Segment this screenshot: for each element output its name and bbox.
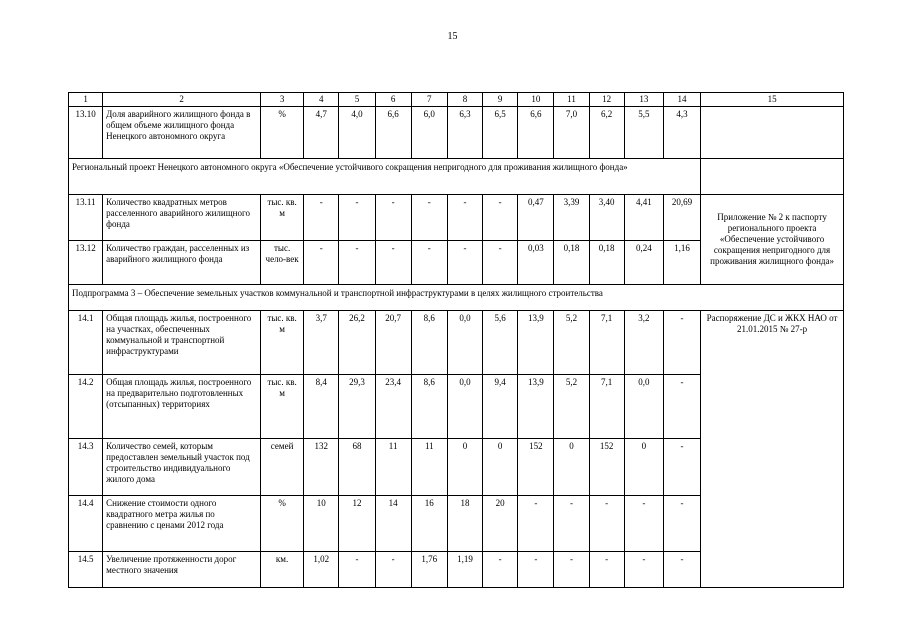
header-cell: 1 xyxy=(69,93,103,107)
table-row xyxy=(69,311,844,375)
value-cell: 8,4 xyxy=(304,375,339,439)
value-cell: 20,69 xyxy=(663,195,700,241)
value-cell: - xyxy=(518,496,554,552)
value-cell: - xyxy=(483,552,518,588)
value-cell: - xyxy=(304,241,339,285)
value-cell: 6,5 xyxy=(483,107,518,159)
unit-cell: тыс. чело-век xyxy=(260,241,303,285)
row-number: 14.5 xyxy=(69,552,103,588)
indicator-name: Количество семей, которым предоставлен земельный участок под строительство индивидуального жилого дома xyxy=(103,439,261,496)
value-cell: 29,3 xyxy=(339,375,375,439)
value-cell: - xyxy=(589,496,624,552)
value-cell: 3,39 xyxy=(554,195,589,241)
section-row xyxy=(69,285,844,311)
header-cell: 8 xyxy=(447,93,482,107)
value-cell: - xyxy=(483,241,518,285)
value-cell: 152 xyxy=(589,439,624,496)
row-number: 14.3 xyxy=(69,439,103,496)
value-cell: - xyxy=(663,311,700,375)
value-cell: 4,41 xyxy=(624,195,663,241)
value-cell: 10 xyxy=(304,496,339,552)
value-cell: 0 xyxy=(483,439,518,496)
value-cell: 0,0 xyxy=(447,375,482,439)
header-cell: 7 xyxy=(411,93,447,107)
value-cell: 11 xyxy=(411,439,447,496)
value-cell: 1,76 xyxy=(411,552,447,588)
header-cell: 15 xyxy=(701,93,844,107)
row-number: 14.2 xyxy=(69,375,103,439)
unit-cell: тыс. кв. м xyxy=(260,375,303,439)
row-number: 14.1 xyxy=(69,311,103,375)
value-cell: 18 xyxy=(447,496,482,552)
indicator-name: Количество граждан, расселенных из аварийного жилищного фонда xyxy=(103,241,261,285)
page-number: 15 xyxy=(447,31,458,42)
value-cell: 7,1 xyxy=(589,375,624,439)
value-cell: - xyxy=(554,552,589,588)
header-cell: 10 xyxy=(518,93,554,107)
value-cell: - xyxy=(339,552,375,588)
value-cell: - xyxy=(411,195,447,241)
value-cell: 68 xyxy=(339,439,375,496)
value-cell: 3,2 xyxy=(624,311,663,375)
value-cell: 152 xyxy=(518,439,554,496)
value-cell: - xyxy=(447,241,482,285)
indicator-name: Увеличение протяженности дорог местного значения xyxy=(103,552,261,588)
section-title-subprogram-3: Подпрограмма 3 – Обеспечение земельных участков коммунальной и транспортной инфраструктурами в целях жилищного строительства xyxy=(69,285,844,311)
value-cell: 0,03 xyxy=(518,241,554,285)
header-cell: 4 xyxy=(304,93,339,107)
value-cell: 20 xyxy=(483,496,518,552)
value-cell: 5,5 xyxy=(624,107,663,159)
header-cell: 13 xyxy=(624,93,663,107)
row-number: 13.11 xyxy=(69,195,103,241)
header-cell: 5 xyxy=(339,93,375,107)
unit-cell: семей xyxy=(260,439,303,496)
value-cell: - xyxy=(554,496,589,552)
value-cell: 0 xyxy=(624,439,663,496)
value-cell: 9,4 xyxy=(483,375,518,439)
value-cell: 0,18 xyxy=(589,241,624,285)
row-number: 13.10 xyxy=(69,107,103,159)
indicator-name: Снижение стоимости одного квадратного метра жилья по сравнению с ценами 2012 года xyxy=(103,496,261,552)
value-cell: 0 xyxy=(447,439,482,496)
value-cell: 6,2 xyxy=(589,107,624,159)
indicator-name: Доля аварийного жилищного фонда в общем объеме жилищного фонда Ненецкого автономного округа xyxy=(103,107,261,159)
row-number: 14.4 xyxy=(69,496,103,552)
unit-cell: % xyxy=(260,107,303,159)
value-cell: 5,2 xyxy=(554,375,589,439)
value-cell: 0,18 xyxy=(554,241,589,285)
value-cell: 13,9 xyxy=(518,311,554,375)
note-cell xyxy=(701,107,844,159)
value-cell: 13,9 xyxy=(518,375,554,439)
value-cell: 4,0 xyxy=(339,107,375,159)
value-cell: 0,0 xyxy=(624,375,663,439)
value-cell: - xyxy=(624,552,663,588)
value-cell: 0 xyxy=(554,439,589,496)
value-cell: - xyxy=(375,552,411,588)
indicator-name: Общая площадь жилья, построенного на участках, обеспеченных коммунальной и транспортной инфраструктурами xyxy=(103,311,261,375)
value-cell: 4,7 xyxy=(304,107,339,159)
value-cell: - xyxy=(589,552,624,588)
indicators-table xyxy=(68,92,844,588)
value-cell: 0,0 xyxy=(447,311,482,375)
value-cell: 1,19 xyxy=(447,552,482,588)
value-cell: - xyxy=(663,552,700,588)
value-cell: 6,0 xyxy=(411,107,447,159)
row-number: 13.12 xyxy=(69,241,103,285)
value-cell: 12 xyxy=(339,496,375,552)
value-cell: 7,1 xyxy=(589,311,624,375)
table-row xyxy=(69,195,844,241)
value-cell: - xyxy=(483,195,518,241)
value-cell: - xyxy=(663,496,700,552)
unit-cell: тыс. кв. м xyxy=(260,311,303,375)
header-row xyxy=(69,93,844,107)
value-cell: 0,24 xyxy=(624,241,663,285)
value-cell: - xyxy=(411,241,447,285)
value-cell: 4,3 xyxy=(663,107,700,159)
value-cell: - xyxy=(304,195,339,241)
value-cell: 1,16 xyxy=(663,241,700,285)
value-cell: 5,2 xyxy=(554,311,589,375)
unit-cell: % xyxy=(260,496,303,552)
indicator-name: Общая площадь жилья, построенного на предварительно подготовленных (отсыпанных) территориях xyxy=(103,375,261,439)
header-cell: 6 xyxy=(375,93,411,107)
unit-cell: тыс. кв. м xyxy=(260,195,303,241)
value-cell: - xyxy=(339,241,375,285)
header-cell: 2 xyxy=(103,93,261,107)
value-cell: 3,7 xyxy=(304,311,339,375)
value-cell: 26,2 xyxy=(339,311,375,375)
value-cell: 3,40 xyxy=(589,195,624,241)
value-cell: 23,4 xyxy=(375,375,411,439)
value-cell: 20,7 xyxy=(375,311,411,375)
value-cell: 6,6 xyxy=(518,107,554,159)
value-cell: 8,6 xyxy=(411,311,447,375)
value-cell: - xyxy=(375,241,411,285)
value-cell: - xyxy=(339,195,375,241)
value-cell: 5,6 xyxy=(483,311,518,375)
value-cell: - xyxy=(447,195,482,241)
value-cell: 16 xyxy=(411,496,447,552)
indicator-name: Количество квадратных метров расселенного аварийного жилищного фонда xyxy=(103,195,261,241)
value-cell: - xyxy=(375,195,411,241)
header-cell: 14 xyxy=(663,93,700,107)
value-cell: 7,0 xyxy=(554,107,589,159)
note-cell xyxy=(701,159,844,195)
header-cell: 11 xyxy=(554,93,589,107)
value-cell: 0,47 xyxy=(518,195,554,241)
note-order: Распоряжение ДС и ЖКХ НАО от 21.01.2015 № 27-р xyxy=(701,311,844,588)
value-cell: 1,02 xyxy=(304,552,339,588)
value-cell: 8,6 xyxy=(411,375,447,439)
header-cell: 3 xyxy=(260,93,303,107)
value-cell: 6,3 xyxy=(447,107,482,159)
value-cell: - xyxy=(663,375,700,439)
section-title-regional: Региональный проект Ненецкого автономного округа «Обеспечение устойчивого сокращения непригодного для проживания жилищного фонда» xyxy=(69,159,701,195)
value-cell: - xyxy=(663,439,700,496)
header-cell: 12 xyxy=(589,93,624,107)
value-cell: 132 xyxy=(304,439,339,496)
table-row xyxy=(69,107,844,159)
section-row xyxy=(69,159,844,195)
unit-cell: км. xyxy=(260,552,303,588)
value-cell: 6,6 xyxy=(375,107,411,159)
value-cell: - xyxy=(624,496,663,552)
value-cell: - xyxy=(518,552,554,588)
note-appendix: Приложение № 2 к паспорту регионального проекта «Обеспечение устойчивого сокращения непригодного для проживания жилищного фонда» xyxy=(701,195,844,285)
header-cell: 9 xyxy=(483,93,518,107)
value-cell: 11 xyxy=(375,439,411,496)
value-cell: 14 xyxy=(375,496,411,552)
